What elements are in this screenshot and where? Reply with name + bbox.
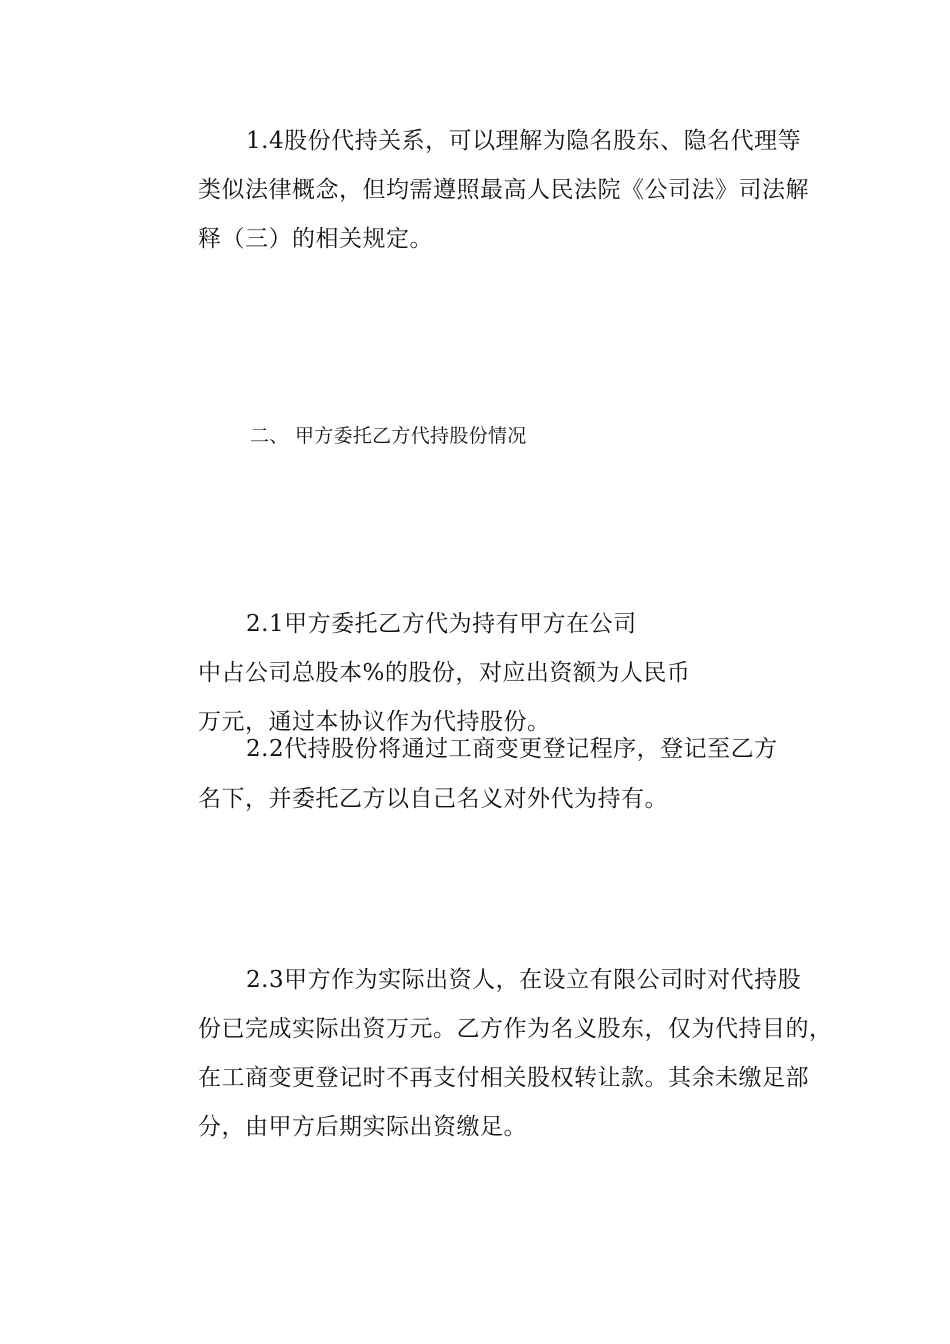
text-line: 万元，通过本协议作为代持股份。 <box>198 709 551 735</box>
text-line: 2.1甲方委托乙方代为持有甲方在公司 <box>246 611 637 637</box>
text-line: 1.4股份代持关系，可以理解为隐名股东、隐名代理等 <box>246 128 802 154</box>
text-line: 类似法律概念，但均需遵照最高人民法院《公司法》司法解 <box>198 177 809 203</box>
text-line: 分，由甲方后期实际出资缴足。 <box>198 1114 527 1140</box>
text-line: 名下，并委托乙方以自己名义对外代为持有。 <box>198 786 668 812</box>
text-line: 释（三）的相关规定。 <box>198 226 433 252</box>
text-line: 份已完成实际出资万元。乙方作为名义股东，仅为代持目的， <box>198 1016 833 1042</box>
section-heading: 二、 甲方委托乙方代持股份情况 <box>250 425 527 447</box>
text-line: 2.3甲方作为实际出资人，在设立有限公司时对代持股 <box>246 967 802 993</box>
text-line: 在工商变更登记时不再支付相关股权转让款。其余未缴足部 <box>198 1065 809 1091</box>
text-line: 中占公司总股本%的股份，对应出资额为人民币 <box>198 660 691 686</box>
text-line: 2.2代持股份将通过工商变更登记程序，登记至乙方 <box>246 736 778 762</box>
